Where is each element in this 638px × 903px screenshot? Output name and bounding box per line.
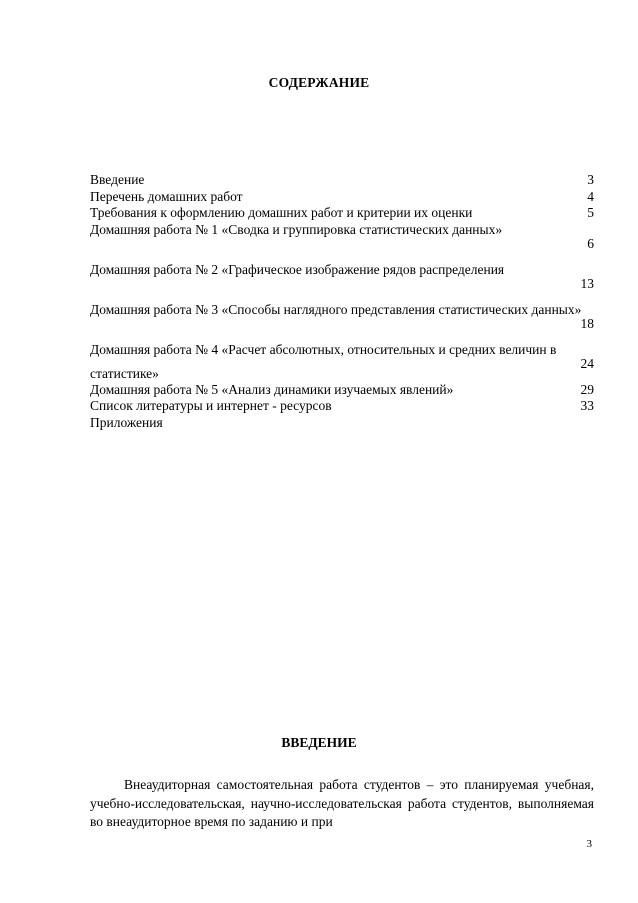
toc-entry-page: 3 — [587, 172, 594, 187]
toc-entry-text: Домашняя работа № 5 «Анализ динамики изучаемых явлений» — [90, 381, 454, 397]
toc-entry-text: Домашняя работа № 3 «Способы наглядного представления статистических данных» — [90, 301, 582, 317]
toc-entry-homework-1 — [90, 222, 594, 262]
page-number: 3 — [586, 838, 592, 850]
toc-entry-page: 5 — [587, 205, 594, 220]
toc-entry-references — [90, 398, 594, 415]
toc-entry-text: Перечень домашних работ — [90, 188, 243, 204]
introduction-paragraph: Внеаудиторная самостоятельная работа студентов – это планируемая учебная, учебно-исследовательская, научно-исследовательская работа студентов, выполняемая во внеаудиторное время по заданию и при — [90, 777, 594, 829]
toc-entry-text: Введение — [90, 172, 145, 187]
toc-entry-homework-2 — [90, 262, 594, 302]
toc-entry-homework-5 — [90, 382, 594, 399]
toc-entry-text: Требования к оформлению домашних работ и критерии их оценки — [90, 205, 473, 220]
toc-entry-page: 18 — [580, 315, 594, 331]
toc-entry-text: Приложения — [90, 414, 163, 430]
toc-entry-page: 4 — [587, 188, 594, 204]
table-of-contents — [90, 172, 594, 431]
toc-entry-homework-list — [90, 189, 594, 206]
introduction-title: ВВЕДЕНИЕ — [281, 735, 357, 750]
toc-entry-page: 24 — [580, 355, 594, 371]
toc-entry-text: Домашняя работа № 1 «Сводка и группировка статистических данных» — [90, 221, 503, 237]
toc-entry-text: Домашняя работа № 2 «Графическое изображение рядов распределения — [90, 261, 505, 277]
toc-entry-text: Домашняя работа № 4 «Расчет абсолютных, относительных и средних величин в статистике» — [90, 341, 557, 381]
toc-entry-page: 13 — [580, 275, 594, 291]
toc-entry-homework-4 — [90, 342, 594, 382]
toc-entry-text: Список литературы и интернет - ресурсов — [90, 398, 332, 413]
toc-entry-page: 6 — [587, 235, 594, 251]
toc-entry-appendices — [90, 415, 594, 432]
toc-entry-page: 33 — [580, 398, 594, 413]
toc-entry-homework-3 — [90, 302, 594, 342]
toc-title: СОДЕРЖАНИЕ — [268, 75, 370, 90]
toc-entry-page: 29 — [580, 381, 594, 397]
toc-entry-introduction — [90, 172, 594, 189]
